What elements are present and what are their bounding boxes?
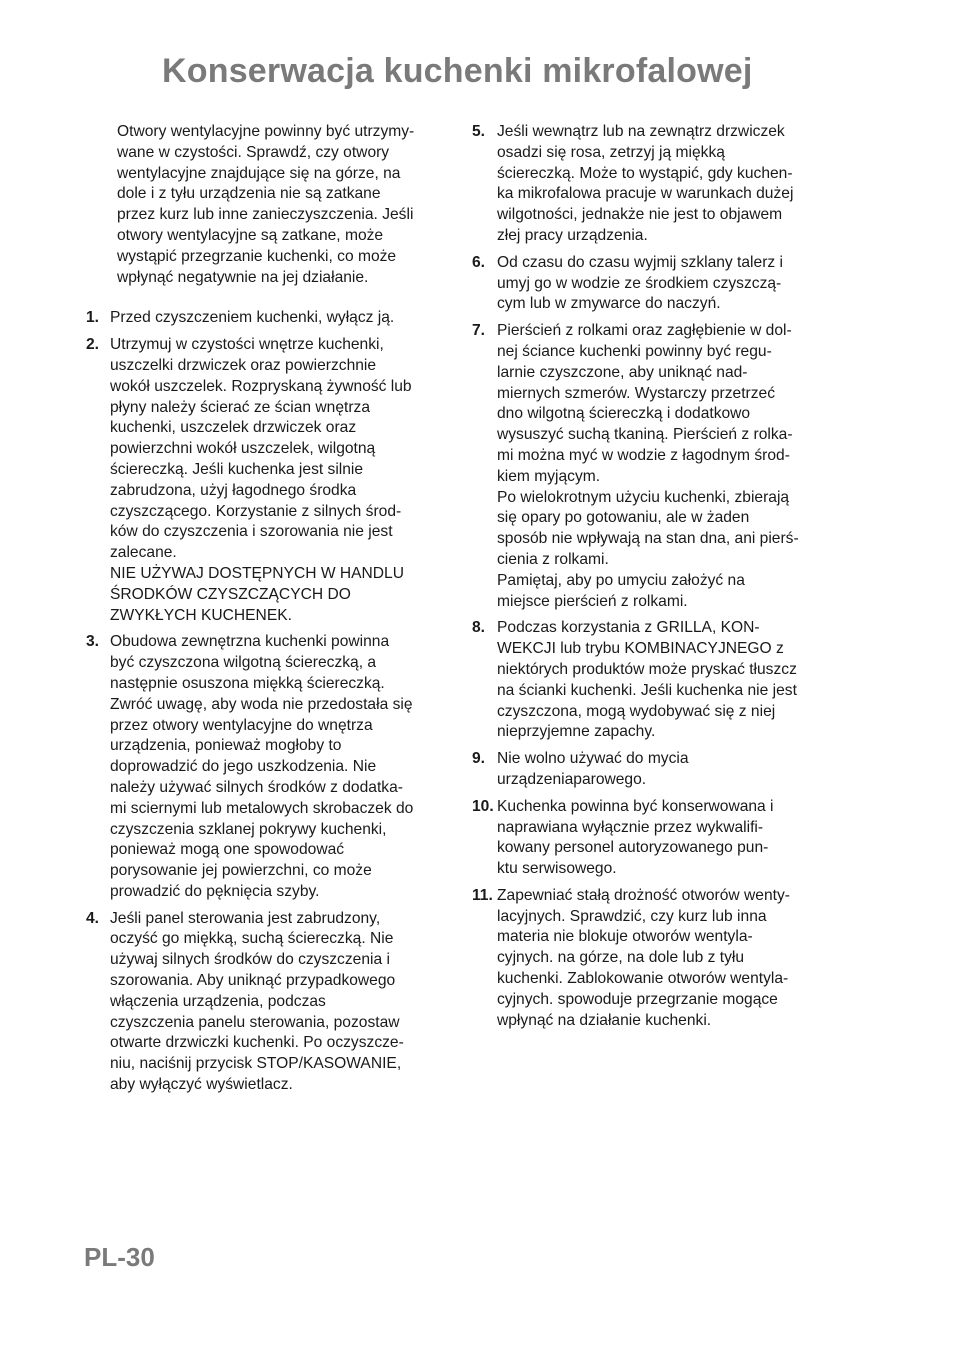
list-item <box>84 632 456 902</box>
item-text: Podczas korzystania z GRILLA, KON- WEKCJI lub trybu KOMBINACYJNEGO z niektórych produktów może pryskać tłuszcz na ścianki kuchenki. Jeśli kuchenka nie jest czyszczona, mogą wydobywać się z niej nieprzyjemne zapachy. <box>497 619 797 741</box>
item-number: 10. <box>472 797 494 815</box>
item-number: 3. <box>86 633 100 651</box>
item-number: 8. <box>472 619 486 637</box>
item-text: Nie wolno używać do mycia urządzeniaparowego. <box>497 750 689 788</box>
list-item <box>470 618 840 743</box>
list-item <box>470 886 840 1032</box>
item-text: Przed czyszczeniem kuchenki, wyłącz ją. <box>110 309 395 327</box>
item-number: 6. <box>472 253 486 271</box>
item-text: Pierścień z rolkami oraz zagłębienie w dol- nej ściance kuchenki powinny być regu- larnie czyszczone, aby uniknąć nad- miernych szmerów. Wystarczy przetrzeć dno wilgotną ściereczką i dodatkowo wysuszyć suchą tkaniną. Pierścień z rolka- mi można myć w wodzie z łagodnym środ- kiem myjącym. Po wielokrotnym użyciu kuchenki, zbierają się opary po gotowaniu, ale w żaden sposób nie wpływają na stan dna, ani pierś- cienia z rolkami. Pamiętaj, aby po umyciu założyć na miejsce pierścień z rolkami. <box>497 322 799 610</box>
item-text: Utrzymuj w czystości wnętrze kuchenki, uszczelki drzwiczek oraz powierzchnie wokół uszczelek. Rozpryskaną żywność lub płyny należy ścierać ze ścian wnętrza kuchenki, uszczelek drzwiczek oraz powierzchni wokół uszczelek, wilgotną ściereczką. Jeśli kuchenka jest silnie zabrudzona, użyj łagodnego środka czyszczącego. Korzystanie z silnych środ- ków do czyszczenia i szorowania nie jest zalecane. NIE UŻYWAJ DOSTĘPNYCH W HANDLU ŚRODKÓW CZYSZCZĄCYCH DO ZWYKŁYCH KUCHENEK. <box>110 336 412 624</box>
page-title: Konserwacja kuchenki mikrofalowej <box>162 52 753 90</box>
list-item <box>470 253 840 315</box>
list-item <box>84 308 456 329</box>
item-number: 4. <box>86 909 100 927</box>
left-column <box>84 122 456 1102</box>
list-item <box>470 122 840 247</box>
intro-paragraph: Otwory wentylacyjne powinny być utrzymy- wane w czystości. Sprawdź, czy otwory wentylacyjne znajdujące się na górze, na dole i z tyłu urządzenia nie są zatkane przez kurz lub inne zanieczyszczenia. Jeśli otwory wentylacyjne są zatkane, może wystąpić przegrzanie kuchenki, co może wpłynąć negatywnie na jej działanie. <box>117 123 415 286</box>
item-text: Jeśli wewnątrz lub na zewnątrz drzwiczek osadzi się rosa, zetrzyj ją miękką ściereczką. Może to wystąpić, gdy kuchen- ka mikrofalowa pracuje w warunkach dużej wilgotności, jednakże nie jest to objawem złej pracy urządzenia. <box>497 123 794 244</box>
item-number: 2. <box>86 336 100 354</box>
item-text: Jeśli panel sterowania jest zabrudzony, oczyść go miękką, suchą ściereczką. Nie używaj silnych środków do czyszczenia i szorowania. Aby uniknąć przypadkowego włączenia urządzenia, podczas czyszczenia panelu sterowania, pozostaw otwarte drzwiczki kuchenki. Po oczyszcze- niu, naciśnij przycisk STOP/KASOWANIE, aby wyłączyć wyświetlacz. <box>110 909 404 1094</box>
item-text: Kuchenka powinna być konserwowana i naprawiana wyłącznie przez wykwalifi- kowany personel autoryzowanego pun- ktu serwisowego. <box>497 797 774 878</box>
item-number: 7. <box>472 322 486 340</box>
list-item <box>470 797 840 880</box>
item-text: Od czasu do czasu wyjmij szklany talerz i umyj go w wodzie ze środkiem czyszczą- cym lub w zmywarce do naczyń. <box>497 253 783 313</box>
list-item <box>470 749 840 791</box>
item-text: Zapewniać stałą drożność otworów wenty- lacyjnych. Sprawdzić, czy kurz lub inna materia nie blokuje otworów wentyla- cyjnych. na górze, na dole lub z tyłu kuchenki. Zablokowanie otworów wentyla- cyjnych. spowoduje przegrzanie mogące wpłynąć na działanie kuchenki. <box>497 886 790 1029</box>
item-number: 9. <box>472 750 486 768</box>
list-item <box>84 335 456 626</box>
list-item <box>470 321 840 612</box>
page-number: PL-30 <box>84 1242 155 1272</box>
item-number: 11. <box>472 886 493 904</box>
item-number: 1. <box>86 309 100 327</box>
item-number: 5. <box>472 123 486 140</box>
list-item <box>84 909 456 1096</box>
right-column <box>470 122 840 1037</box>
item-text: Obudowa zewnętrzna kuchenki powinna być czyszczona wilgotną ściereczką, a następnie osuszona miękką ściereczką. Zwróć uwagę, aby woda nie przedostała się przez otwory wentylacyjne do wnętrza urządzenia, ponieważ mogłoby to doprowadzić do jego uszkodzenia. Nie należy używać silnych środków z dodatka- mi sciernymi lub metalowych skrobaczek do czyszczenia szklanej pokrywy kuchenki, ponieważ mogą one spowodować porysowanie jej powierzchni, co może prowadzić do pęknięcia szyby. <box>110 633 414 900</box>
